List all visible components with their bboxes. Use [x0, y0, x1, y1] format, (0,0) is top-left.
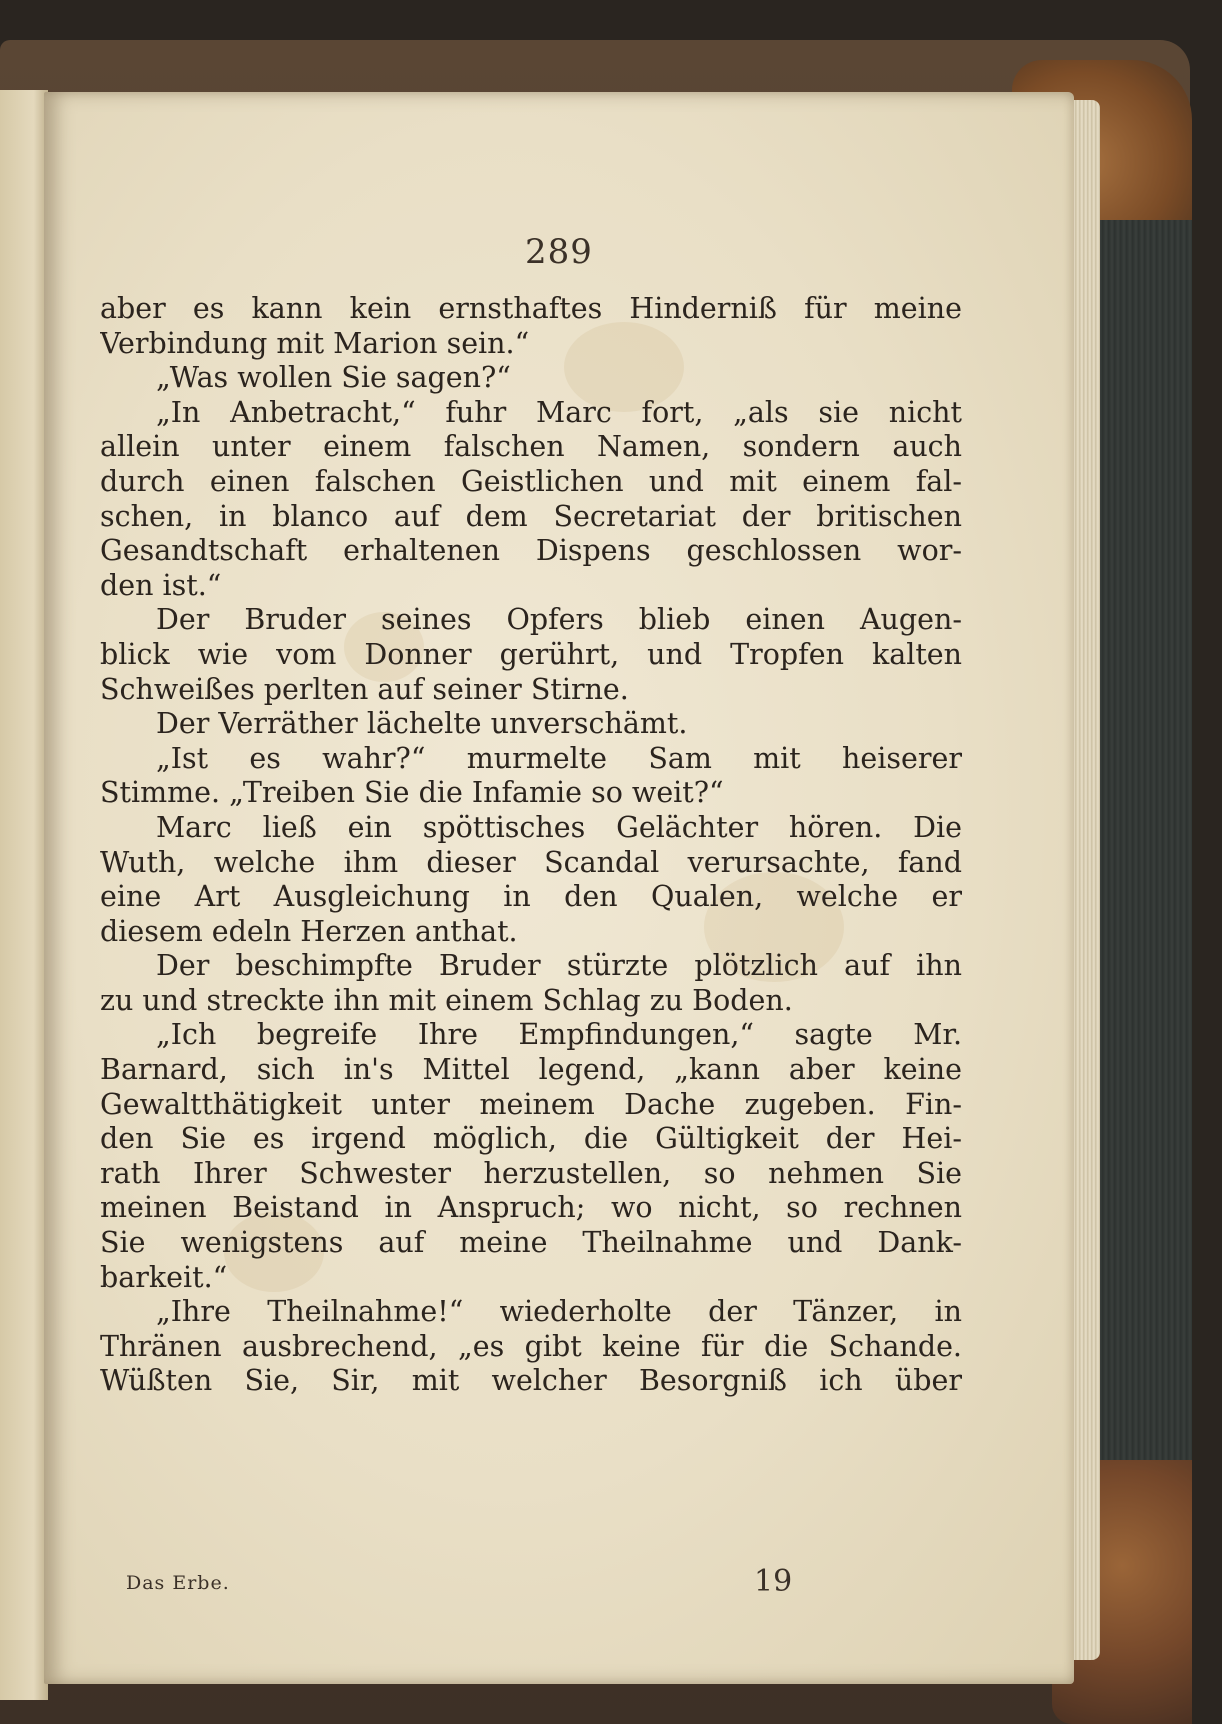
left-page-edge [0, 90, 48, 1700]
text-line: den Sie es irgend möglich, die Gültigkeit der Hei- [100, 1122, 962, 1156]
page-number: 289 [525, 232, 593, 272]
book-page [44, 92, 1074, 1684]
text-line: barkeit.“ [100, 1260, 228, 1294]
text-line: durch einen falschen Geistlichen und mit einem fal- [100, 464, 962, 498]
text-line: Der Verräther lächelte unverschämt. [156, 707, 688, 741]
text-line: Der beschimpfte Bruder stürzte plötzlich auf ihn [156, 949, 962, 983]
text-line: blick wie vom Donner gerührt, und Tropfen kalten [100, 637, 962, 671]
text-line: zu und streckte ihn mit einem Schlag zu Boden. [100, 983, 793, 1017]
text-line: Thränen ausbrechend, „es gibt keine für die Schande. [100, 1329, 962, 1363]
text-line: schen, in blanco auf dem Secretariat der britischen [100, 499, 962, 533]
text-line: Schweißes perlten auf seiner Stirne. [100, 672, 629, 706]
text-line: Wuth, welche ihm dieser Scandal verursachte, fand [100, 845, 962, 879]
text-line: „Was wollen Sie sagen?“ [156, 361, 511, 395]
text-line: „Ich begreife Ihre Empfindungen,“ sagte Mr. [156, 1018, 962, 1052]
text-line: Der Bruder seines Opfers blieb einen Augen- [156, 603, 962, 637]
text-line: „Ihre Theilnahme!“ wiederholte der Tänzer, in [156, 1295, 962, 1329]
text-line: Sie wenigstens auf meine Theilnahme und Dank- [100, 1226, 962, 1260]
text-line: aber es kann kein ernsthaftes Hinderniß für meine [100, 292, 962, 325]
page-text [100, 292, 962, 1399]
text-line: Verbindung mit Marion sein.“ [100, 326, 530, 360]
footer-sheet-number: 19 [754, 1564, 793, 1599]
text-line: Barnard, sich in's Mittel legend, „kann aber keine [100, 1053, 962, 1087]
text-line: „In Anbetracht,“ fuhr Marc fort, „als sie nicht [156, 395, 962, 429]
text-line: Gewaltthätigkeit unter meinem Dache zugeben. Fin- [100, 1087, 962, 1121]
text-line: meinen Beistand in Anspruch; wo nicht, so rechnen [100, 1191, 962, 1225]
text-line: Stimme. „Treiben Sie die Infamie so weit?“ [100, 776, 724, 810]
text-line: Marc ließ ein spöttisches Gelächter hören. Die [156, 810, 962, 844]
text-line: diesem edeln Herzen anthat. [100, 914, 518, 948]
text-line: Gesandtschaft erhaltenen Dispens geschlossen wor- [100, 534, 962, 568]
text-line: den ist.“ [100, 568, 222, 602]
text-line: allein unter einem falschen Namen, sondern auch [100, 430, 962, 464]
cloth-binding [1097, 220, 1192, 1490]
text-line: Wüßten Sie, Sir, mit welcher Besorgniß ich über [100, 1364, 962, 1398]
footer-signature: Das Erbe. [126, 1572, 230, 1594]
text-line: „Ist es wahr?“ murmelte Sam mit heiserer [156, 741, 962, 775]
text-line: eine Art Ausgleichung in den Qualen, welche er [100, 880, 962, 914]
text-line: rath Ihrer Schwester herzustellen, so nehmen Sie [100, 1156, 962, 1190]
